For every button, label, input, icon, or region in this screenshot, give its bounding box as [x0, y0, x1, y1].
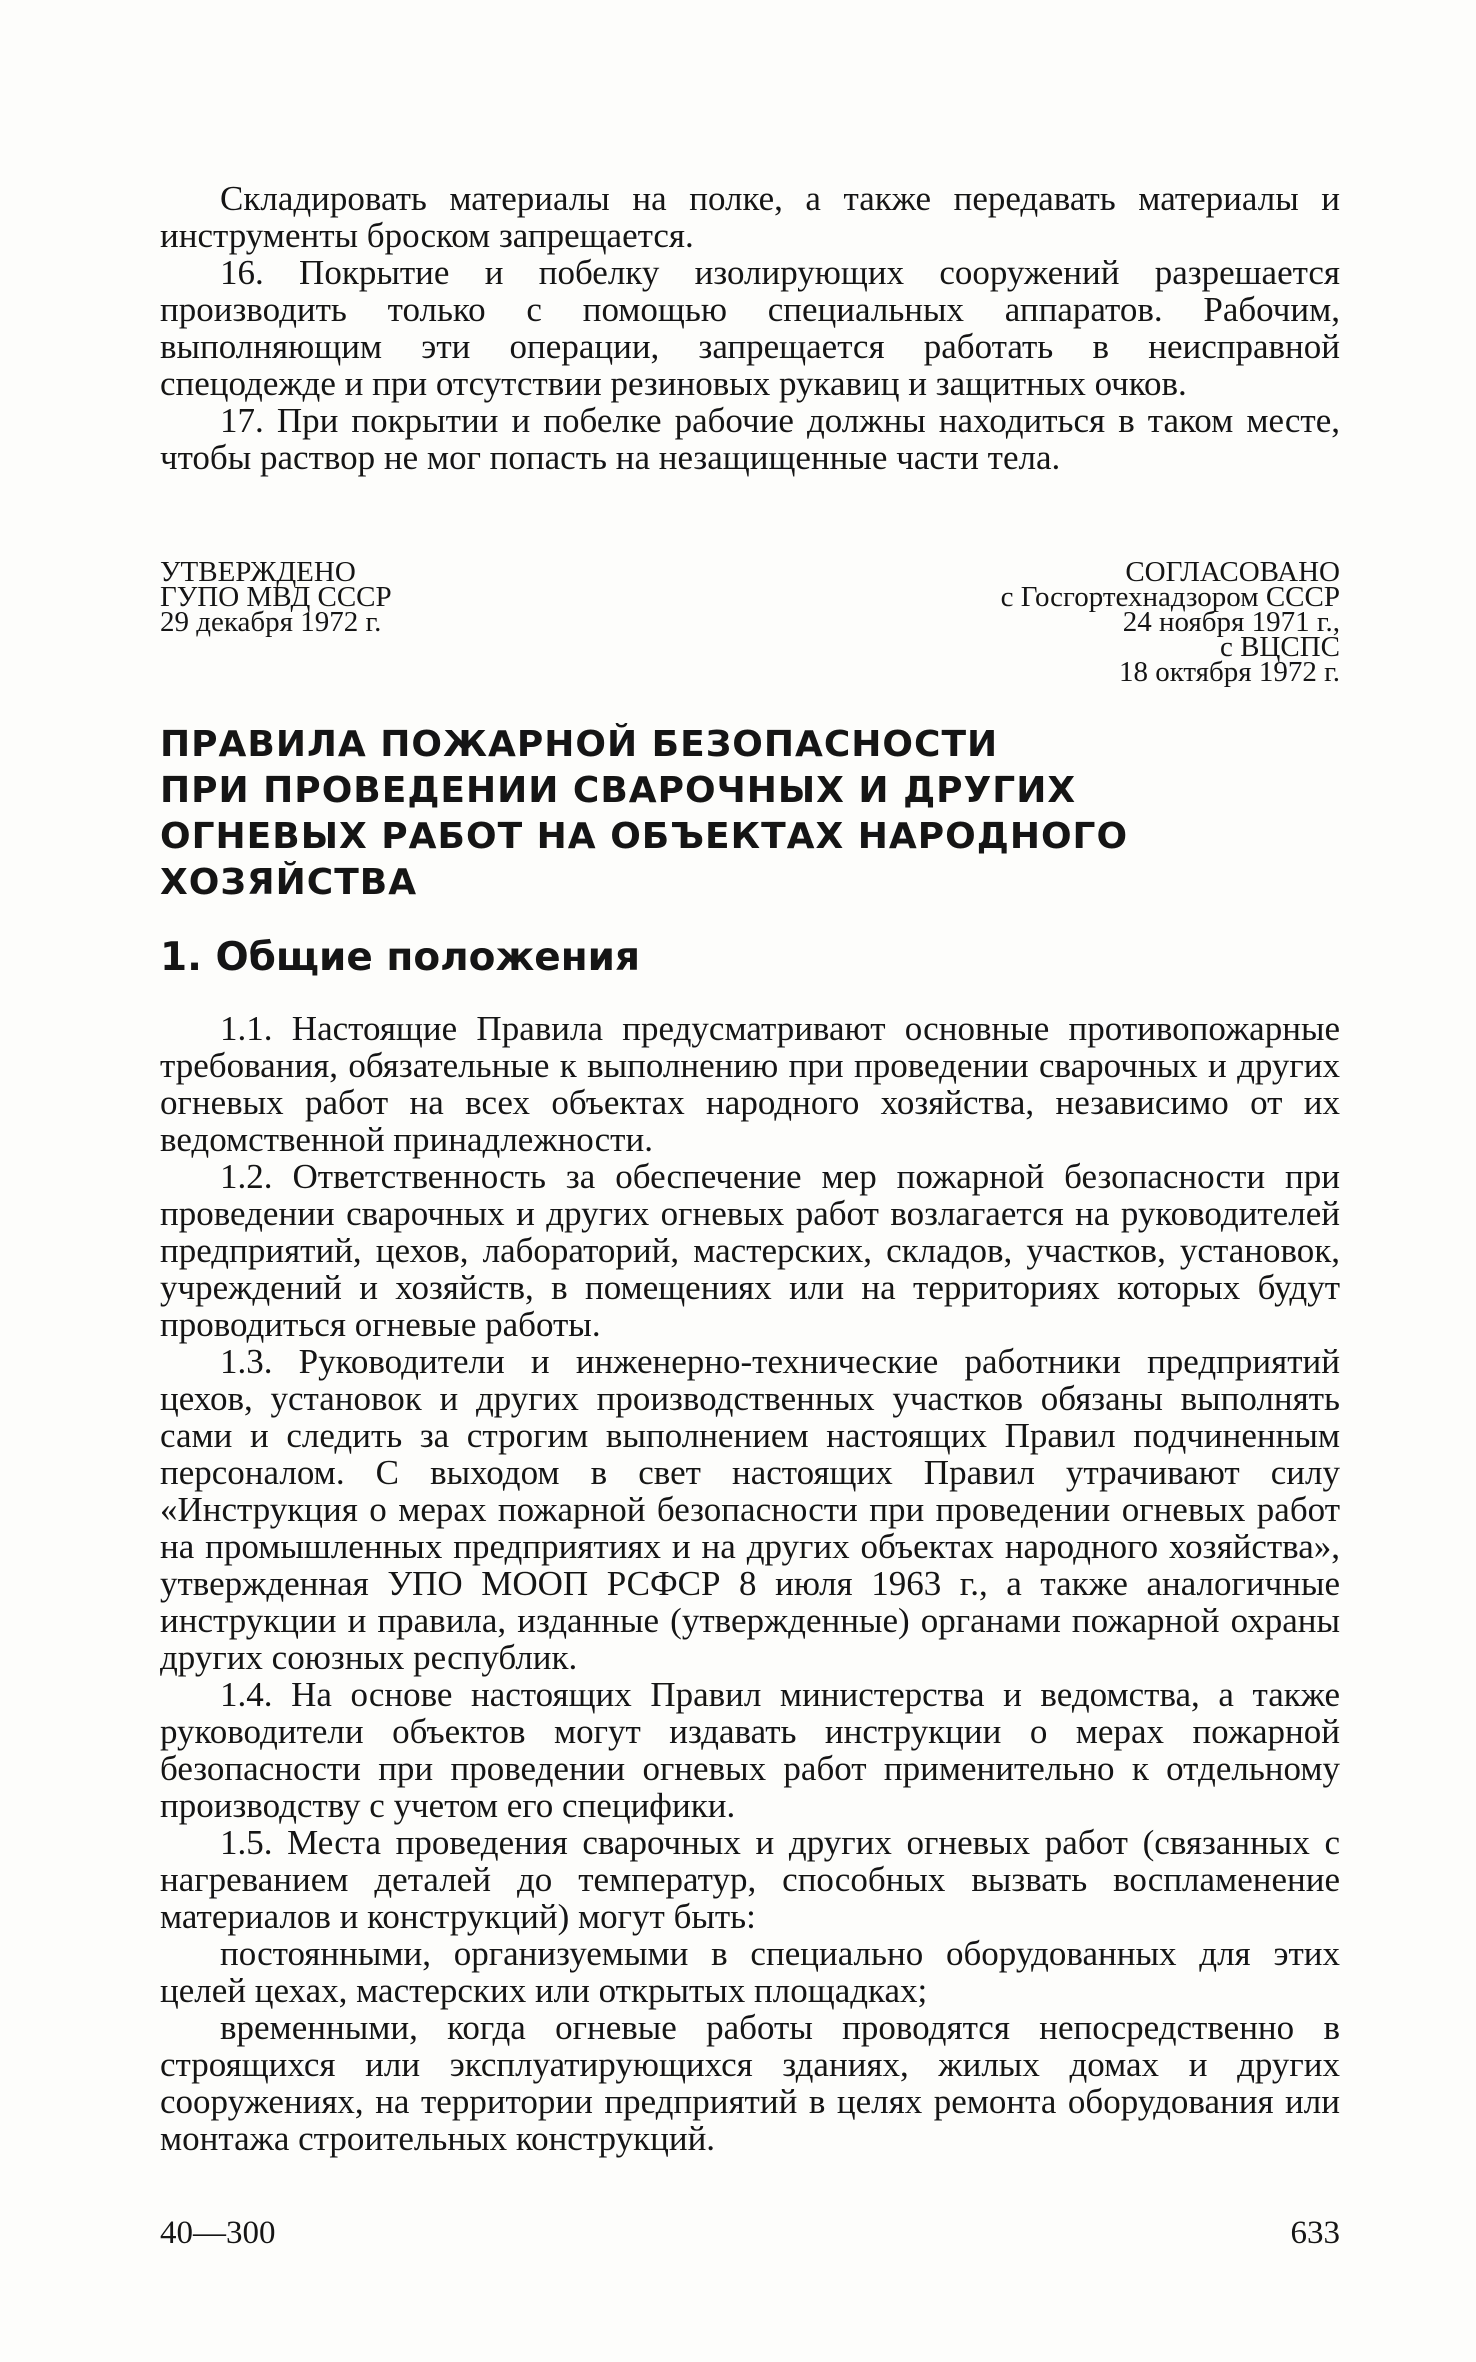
paragraph-1-4: 1.4. На основе настоящих Правил министерства и ведомства, а также руководители объектов могут издавать инструкции о мерах пожарной безопасности при проведении огневых работ применительно к отдельному производству с учетом его специфики.	[160, 1675, 1340, 1825]
approved-authority: ГУПО МВД СССР	[160, 581, 392, 613]
paragraph-list-item: временными, когда огневые работы проводятся непосредственно в строящихся или эксплуатирующихся зданиях, жилых домах и других сооружениях, на территории предприятий в целях ремонта оборудования или монтажа строительных конструкций.	[160, 2008, 1340, 2158]
paragraph-1-5: 1.5. Места проведения сварочных и других огневых работ (связанных с нагреванием деталей до температур, способных вызвать воспламенение материалов и конструкций) могут быть:	[160, 1823, 1340, 1936]
paragraph: Складировать материалы на полке, а также передавать материалы и инструменты броском запрещается.	[160, 179, 1340, 255]
approved-label: УТВЕРЖДЕНО	[160, 556, 356, 588]
page-number: 633	[1290, 2215, 1340, 2251]
paragraph-1-1: 1.1. Настоящие Правила предусматривают основные противопожарные требования, обязательные к выполнению при проведении сварочных и других огневых работ на всех объектах народного хозяйства, независимо от их ведомственной принадлежности.	[160, 1009, 1340, 1159]
top-text-block	[160, 180, 1340, 476]
section-title: 1. Общие положения	[160, 935, 641, 980]
section-text-block	[160, 1010, 1340, 2157]
paragraph-1-2: 1.2. Ответственность за обеспечение мер пожарной безопасности при проведении сварочных и других огневых работ возлагается на руководителей предприятий, цехов, лабораторий, мастерских, складов, участков, установок, учреждений и хозяйств, в помещениях или на территориях которых будут проводиться огневые работы.	[160, 1157, 1340, 1344]
agreed-date-2: 18 октября 1972 г.	[1118, 656, 1340, 688]
paragraph-1-3: 1.3. Руководители и инженерно-технические работники предприятий цехов, установок и других производственных участков обязаны выполнять сами и следить за строгим выполнением настоящих Правил подчиненным персоналом. С выходом в свет настоящих Правил утрачивают силу «Инструкция о мерах пожарной безопасности при проведении огневых работ на промышленных предприятиях и на других объектах народного хозяйства», утвержденная УПО МООП РСФСР 8 июля 1963 г., а также аналогичные инструкции и правила, изданные (утвержденные) органами пожарной охраны других союзных республик.	[160, 1342, 1340, 1677]
paragraph-list-item: постоянными, организуемыми в специально оборудованных для этих целей цехах, мастерских или открытых площадках;	[160, 1934, 1340, 2010]
agreed-authority-2: с ВЦСПС	[1219, 631, 1340, 663]
signature-mark: 40—300	[160, 2215, 276, 2251]
agreed-date-1: 24 ноября 1971 г.,	[1122, 606, 1340, 638]
approval-left-block	[160, 556, 392, 638]
approved-date: 29 декабря 1972 г.	[160, 606, 382, 638]
document-title	[160, 722, 1340, 906]
paragraph-16: 16. Покрытие и побелку изолирующих сооружений разрешается производить только с помощью специальных аппаратов. Рабочим, выполняющим эти операции, запрещается работать в неисправной спецодежде и при отсутствии резиновых рукавиц и защитных очков.	[160, 253, 1340, 403]
agreed-label: СОГЛАСОВАНО	[1125, 556, 1340, 588]
title-line: ОГНЕВЫХ РАБОТ НА ОБЪЕКТАХ НАРОДНОГО	[160, 816, 1129, 857]
title-line: ПРАВИЛА ПОЖАРНОЙ БЕЗОПАСНОСТИ	[160, 724, 999, 765]
approval-right-block	[1000, 556, 1340, 688]
agreed-authority-1: с Госгортехнадзором СССР	[1000, 581, 1340, 613]
title-line: ПРИ ПРОВЕДЕНИИ СВАРОЧНЫХ И ДРУГИХ	[160, 770, 1077, 811]
title-line: ХОЗЯЙСТВА	[160, 862, 418, 903]
paragraph-17: 17. При покрытии и побелке рабочие должны находиться в таком месте, чтобы раствор не мог попасть на незащищенные части тела.	[160, 401, 1340, 477]
